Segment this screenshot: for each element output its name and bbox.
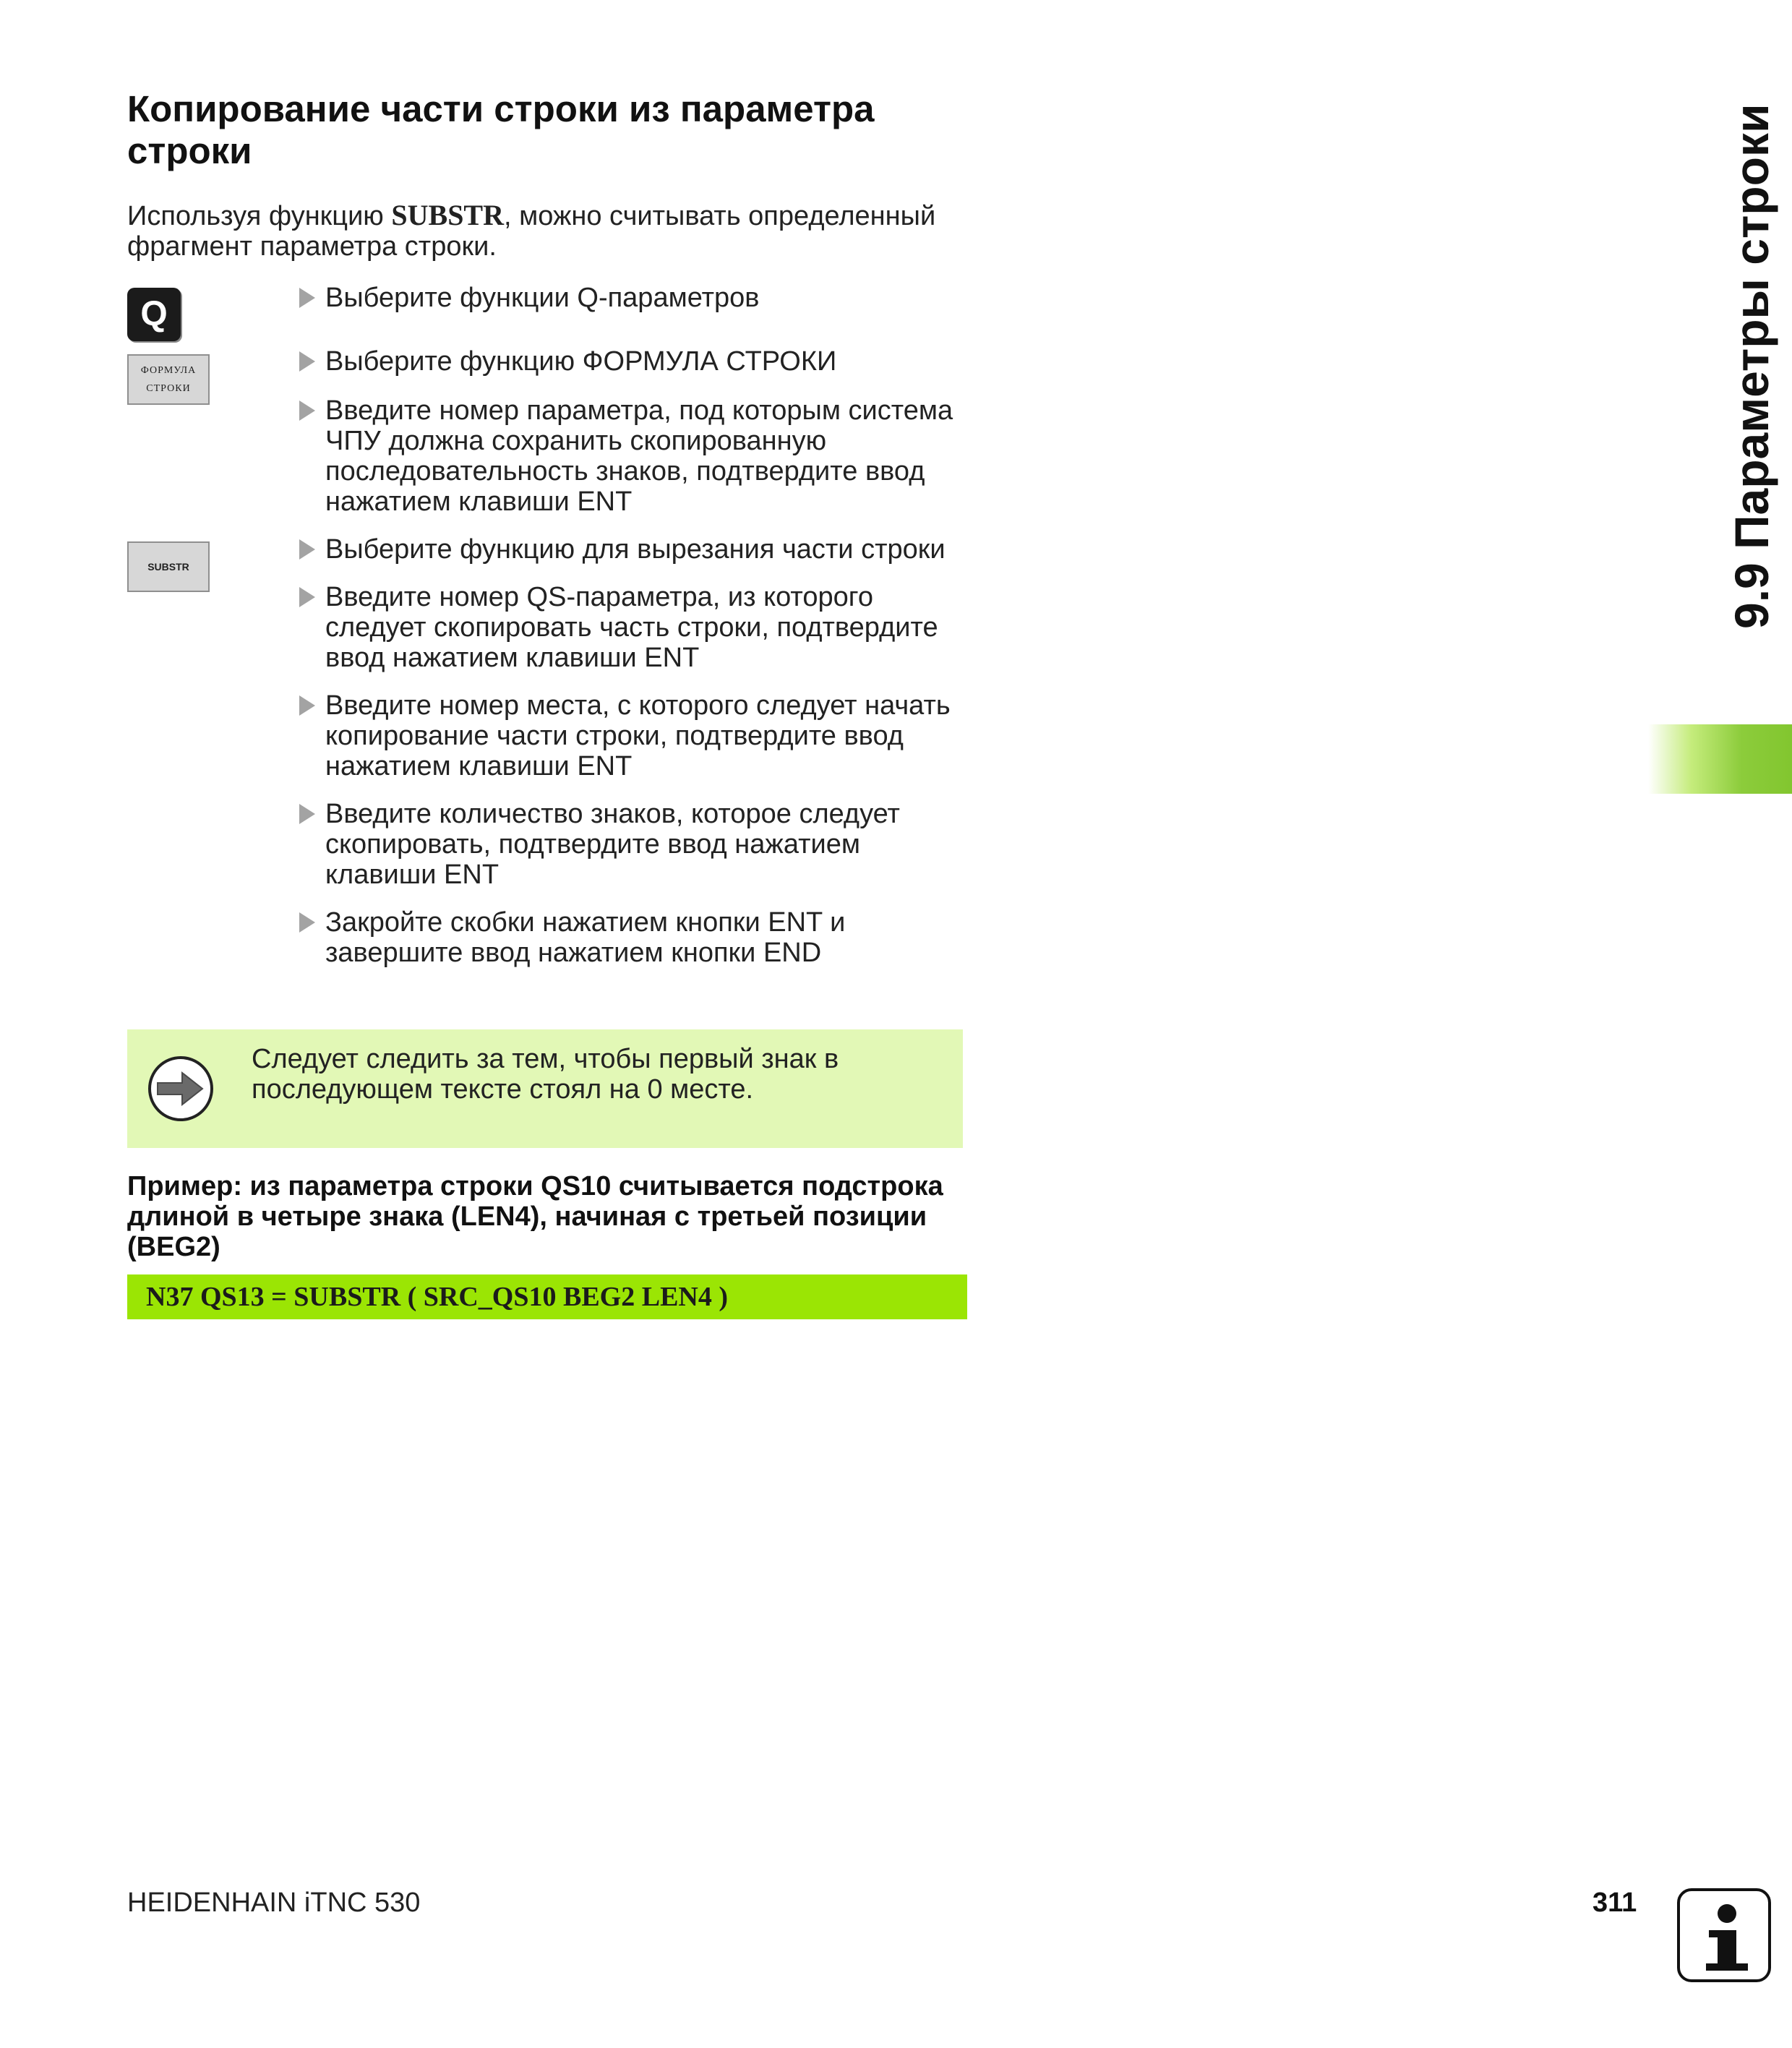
intro-text-before: Используя функцию [127,201,392,231]
step-text: Введите номер параметра, под которым система ЧПУ должна сохранить скопированную последовательность знаков, подтвердите ввод нажатием клавиши ENT [325,395,953,517]
info-icon-base [1706,1963,1748,1971]
triangle-bullet-icon [299,695,315,716]
triangle-bullet-icon [299,587,315,607]
chapter-tab-marker [1648,724,1792,794]
info-icon-dot [1718,1904,1736,1923]
triangle-bullet-icon [299,288,315,308]
triangle-bullet-icon [299,539,315,560]
triangle-bullet-icon [299,400,315,421]
step-text: Выберите функцию для вырезания части строки [325,534,946,565]
step-item [299,346,964,377]
triangle-bullet-icon [299,912,315,933]
step-text: Введите номер QS-параметра, из которого следует скопировать часть строки, подтвердите ввод нажатием клавиши ENT [325,582,938,673]
step-text: Выберите функцию ФОРМУЛА СТРОКИ [325,346,837,377]
intro-function-name: SUBSTR [391,199,504,231]
triangle-bullet-icon [299,351,315,372]
step-text: Закройте скобки нажатием кнопки ENT и завершите ввод нажатием кнопки END [325,907,846,968]
note-text: Следует следить за тем, чтобы первый знак в последующем тексте стоял на 0 месте. [252,1044,839,1105]
info-icon-stem [1718,1930,1736,1966]
formula-softkey-line1: ФОРМУЛА [140,365,197,376]
step-item [299,395,964,517]
step-item [299,907,964,968]
note-box [127,1029,963,1148]
triangle-bullet-icon [299,804,315,824]
info-icon [1677,1888,1771,1982]
step-item [299,534,964,565]
step-item [299,799,964,890]
arrow-right-circle-icon [147,1055,214,1122]
step-item [299,283,964,313]
side-section-title-text: 9.9 Параметры строки [1725,103,1778,629]
intro-paragraph [127,200,973,262]
step-text: Введите количество знаков, которое следует скопировать, подтвердите ввод нажатием клавиши ENT [325,799,900,890]
formula-softkey-line2: СТРОКИ [146,383,191,394]
page-title: Копирование части строки из параметра строки [127,88,875,171]
step-text: Выберите функции Q-параметров [325,283,760,313]
q-key-icon: Q [127,288,181,341]
step-text: Введите номер места, с которого следует начать копирование части строки, подтвердите ввод нажатием клавиши ENT [325,690,951,781]
code-example-text: N37 QS13 = SUBSTR ( SRC_QS10 BEG2 LEN4 ) [146,1282,729,1312]
substr-softkey-icon: SUBSTR [127,541,210,592]
step-item [299,582,964,673]
intro-text-after: , можно считывать определенный фрагмент параметра строки. [127,201,936,262]
example-title: Пример: из параметра строки QS10 считывается подстрока длиной в четыре знака (LEN4), начиная с третьей позиции (BEG2) [127,1171,943,1262]
step-item [299,690,964,781]
code-example-bar [127,1274,967,1319]
footer-page-number: 311 [1592,1888,1637,1918]
footer-product-name: HEIDENHAIN iTNC 530 [127,1888,421,1918]
formula-string-softkey-icon [127,354,210,405]
